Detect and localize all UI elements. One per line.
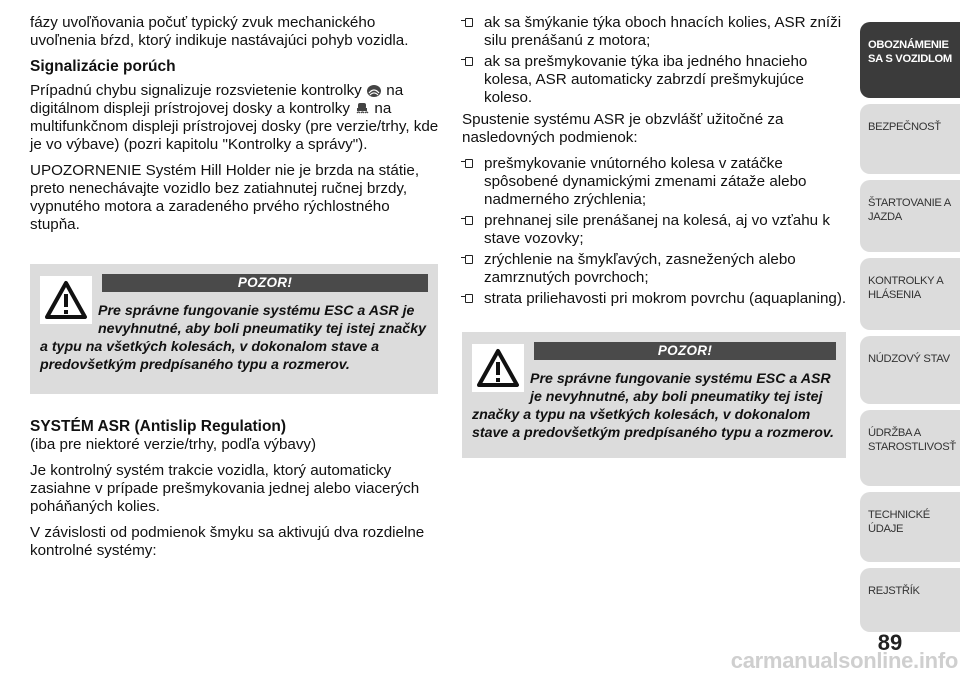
tab-getting-to-know-vehicle[interactable]: OBOZNÁMENIE SA S VOZIDLOM [860, 22, 960, 98]
fault-text-part2: na digitálnom displeji prístrojovej dosky a kontrolky [30, 82, 404, 117]
list-item: zrýchlenie na šmykľavých, zasnežených alebo zamrznutých povrchoch; [462, 251, 848, 287]
tab-technical-data[interactable]: TECHNICKÉ ÚDAJE [860, 492, 960, 562]
warning-box-left [30, 264, 438, 394]
tab-warning-lights-messages[interactable]: KONTROLKY A HLÁSENIA [860, 258, 960, 330]
tab-safety[interactable]: BEZPEČNOSŤ [860, 104, 960, 174]
bullet-box-icon [465, 159, 473, 168]
list-item: ak sa prešmykovanie týka iba jedného hnacieho kolesa, ASR automaticky zabrzdí prešmykujúce koleso. [462, 53, 848, 107]
heading-asr-system: SYSTÉM ASR (Antislip Regulation) [30, 418, 287, 435]
page-number: 89 [877, 630, 903, 655]
warning-triangle-icon [472, 344, 524, 392]
warning-text-left: Pre správne fungovanie systému ESC a ASR je nevyhnutné, aby boli pneumatiky tej istej značky a typu na všetkých kolesách, v dokonalom stave a predovšetkým predpísaného typu a rozmerov. [40, 303, 426, 373]
paragraph-fault-signals [30, 82, 440, 154]
right-column [462, 14, 848, 458]
warning-label-left: POZOR! [102, 274, 428, 292]
fault-text-part1: Prípadnú chybu signalizuje rozsvietenie kontrolky [30, 82, 362, 99]
car-skid-icon [354, 102, 370, 116]
tab-maintenance[interactable]: ÚDRŽBA A STAROSTLIVOSŤ [860, 410, 960, 486]
watermark: carmanualsonline.info [730, 648, 958, 673]
paragraph-hill-holder-release: fázy uvoľňovania počuť typický zvuk mechanického uvoľnenia bŕzd, ktorý indikuje nastávajúci pohyb vozidla. [30, 14, 409, 49]
warning-box-right [462, 332, 846, 458]
list-item: ak sa šmýkanie týka oboch hnacích kolies, ASR zníži silu prenášanú z motora; [462, 14, 848, 50]
chapter-sidebar [860, 0, 960, 678]
paragraph-asr-description: Je kontrolný systém trakcie vozidla, ktorý automaticky zasiahne v prípade prešmykovania jednej alebo viacerých poháňaných kolies. [30, 462, 420, 515]
bullet-list-asr-actions [462, 14, 848, 107]
heading-fault-signals: Signalizácie porúch [30, 58, 176, 75]
paragraph-asr-usefulness: Spustenie systému ASR je obzvlášť užitočné za nasledovných podmienok: [462, 111, 784, 146]
list-item: prehnanej sile prenášanej na kolesá, aj vo vzťahu k stave vozovky; [462, 212, 848, 248]
tab-index[interactable]: REJSTŘÍK [860, 568, 960, 632]
tab-emergency[interactable]: NÚDZOVÝ STAV [860, 336, 960, 404]
warning-label-right: POZOR! [534, 342, 836, 360]
left-column [30, 14, 440, 568]
list-item: prešmykovanie vnútorného kolesa v zatáčke spôsobené dynamickými zmenami zátaže alebo nadmerného zrýchlenia; [462, 155, 848, 209]
bullet-box-icon [465, 18, 473, 27]
asr-subtitle: (iba pre niektoré verzie/trhy, podľa výbavy) [30, 436, 317, 453]
esc-warning-light-icon [366, 84, 382, 98]
tab-starting-driving[interactable]: ŠTARTOVANIE A JAZDA [860, 180, 960, 252]
paragraph-notice-hill-holder: UPOZORNENIE Systém Hill Holder nie je brzda na státie, preto nenechávajte vozidlo bez zatiahnutej ručnej brzdy, vypnutého motora a zaradeného prvého rýchlostného stupňa. [30, 162, 420, 233]
paragraph-asr-modes: V závislosti od podmienok šmyku sa aktivujú dva rozdielne kontrolné systémy: [30, 524, 425, 559]
bullet-box-icon [465, 294, 473, 303]
bullet-list-asr-conditions [462, 155, 848, 308]
list-item: strata priliehavosti pri mokrom povrchu (aquaplaning). [462, 290, 848, 308]
bullet-box-icon [465, 216, 473, 225]
warning-triangle-icon [40, 276, 92, 324]
bullet-box-icon [465, 255, 473, 264]
warning-text-right: Pre správne fungovanie systému ESC a ASR je nevyhnutné, aby boli pneumatiky tej istej značky a typu na všetkých kolesách, v dokonalom stave a predovšetkým predpísaného typu a rozmerov. [472, 371, 834, 441]
bullet-box-icon [465, 57, 473, 66]
fault-text-part3: na multifunkčnom displeji prístrojovej dosky (pre verzie/trhy, kde je vo výbave) (pozri kapitolu "Kontrolky a správy"). [30, 100, 439, 153]
